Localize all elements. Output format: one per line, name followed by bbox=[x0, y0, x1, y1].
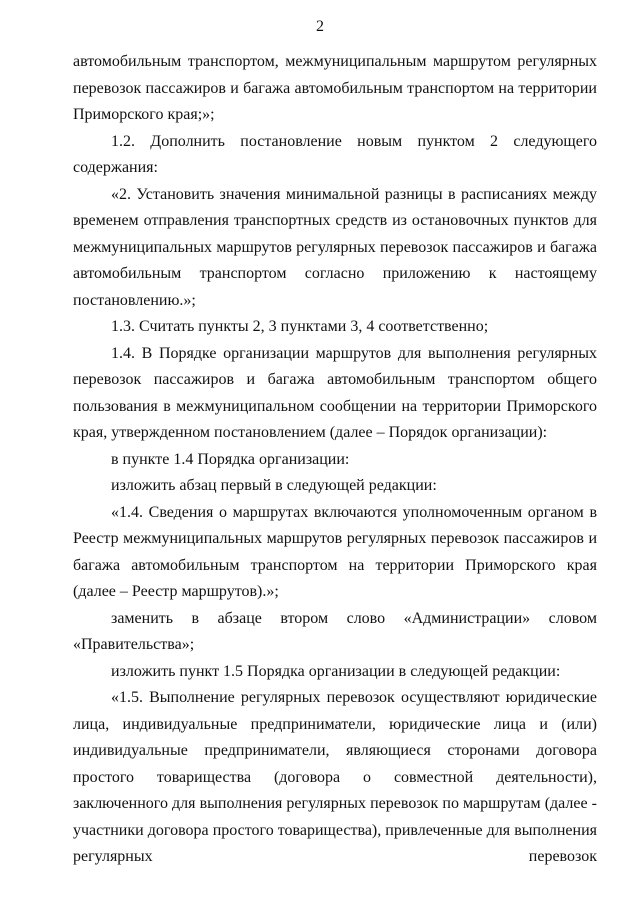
paragraph-item-1-2: 1.2. Дополнить постановление новым пунктом 2 следующего содержания: bbox=[73, 132, 597, 176]
page-number: 2 bbox=[316, 18, 324, 35]
paragraph-replace-word: заменить в абзаце втором слово «Администрации» словом «Правительства»; bbox=[73, 609, 597, 653]
paragraph-clause-1-5: изложить пункт 1.5 Порядка организации в следующей редакции: bbox=[111, 662, 561, 680]
paragraph-item-2-quote: «2. Установить значения минимальной разницы в расписаниях между временем отправления транспортных средств из остановочных пунктов для межмуниципальных маршрутов регулярных перевозок пассажиров и багажа автомобильным транспортом согласно приложению к настоящему постановлению.»; bbox=[73, 185, 597, 309]
paragraph-item-1-3: 1.3. Считать пункты 2, 3 пунктами 3, 4 соответственно; bbox=[111, 318, 489, 335]
paragraph-clause-1-4: в пункте 1.4 Порядка организации: bbox=[111, 450, 350, 468]
paragraph-continuation: автомобильным транспортом, межмуниципальным маршрутом регулярных перевозок пассажиров и багажа автомобильным транспортом на территории Приморского края;»; bbox=[73, 53, 597, 123]
paragraph-quote-1-4: «1.4. Сведения о маршрутах включаются уполномоченным органом в Реестр межмуниципальных маршрутов регулярных перевозок пассажиров и багажа автомобильным транспортом на территории Приморского края (далее – Реестр маршрутов).»; bbox=[73, 503, 597, 600]
paragraph-quote-1-5: «1.5. Выполнение регулярных перевозок осуществляют юридические лица, индивидуальные предприниматели, юридические лица и (или) индивидуальные предприниматели, являющиеся сторонами договора простого товарищества (договора о совместной деятельности), заключенного для выполнения регулярных перевозок по маршрутам (далее - участники договора простого товарищества), привлеченные для выполнения регулярных перевозок bbox=[73, 689, 597, 865]
paragraph-item-1-4: 1.4. В Порядке организации маршрутов для выполнения регулярных перевозок пассажиров и багажа автомобильным транспортом общего пользования в межмуниципальном сообщении на территории Приморского края, утвержденном постановлением (далее – Порядок организации): bbox=[73, 344, 597, 441]
document-body bbox=[73, 49, 597, 871]
paragraph-first-abzac: изложить абзац первый в следующей редакции: bbox=[111, 477, 437, 494]
